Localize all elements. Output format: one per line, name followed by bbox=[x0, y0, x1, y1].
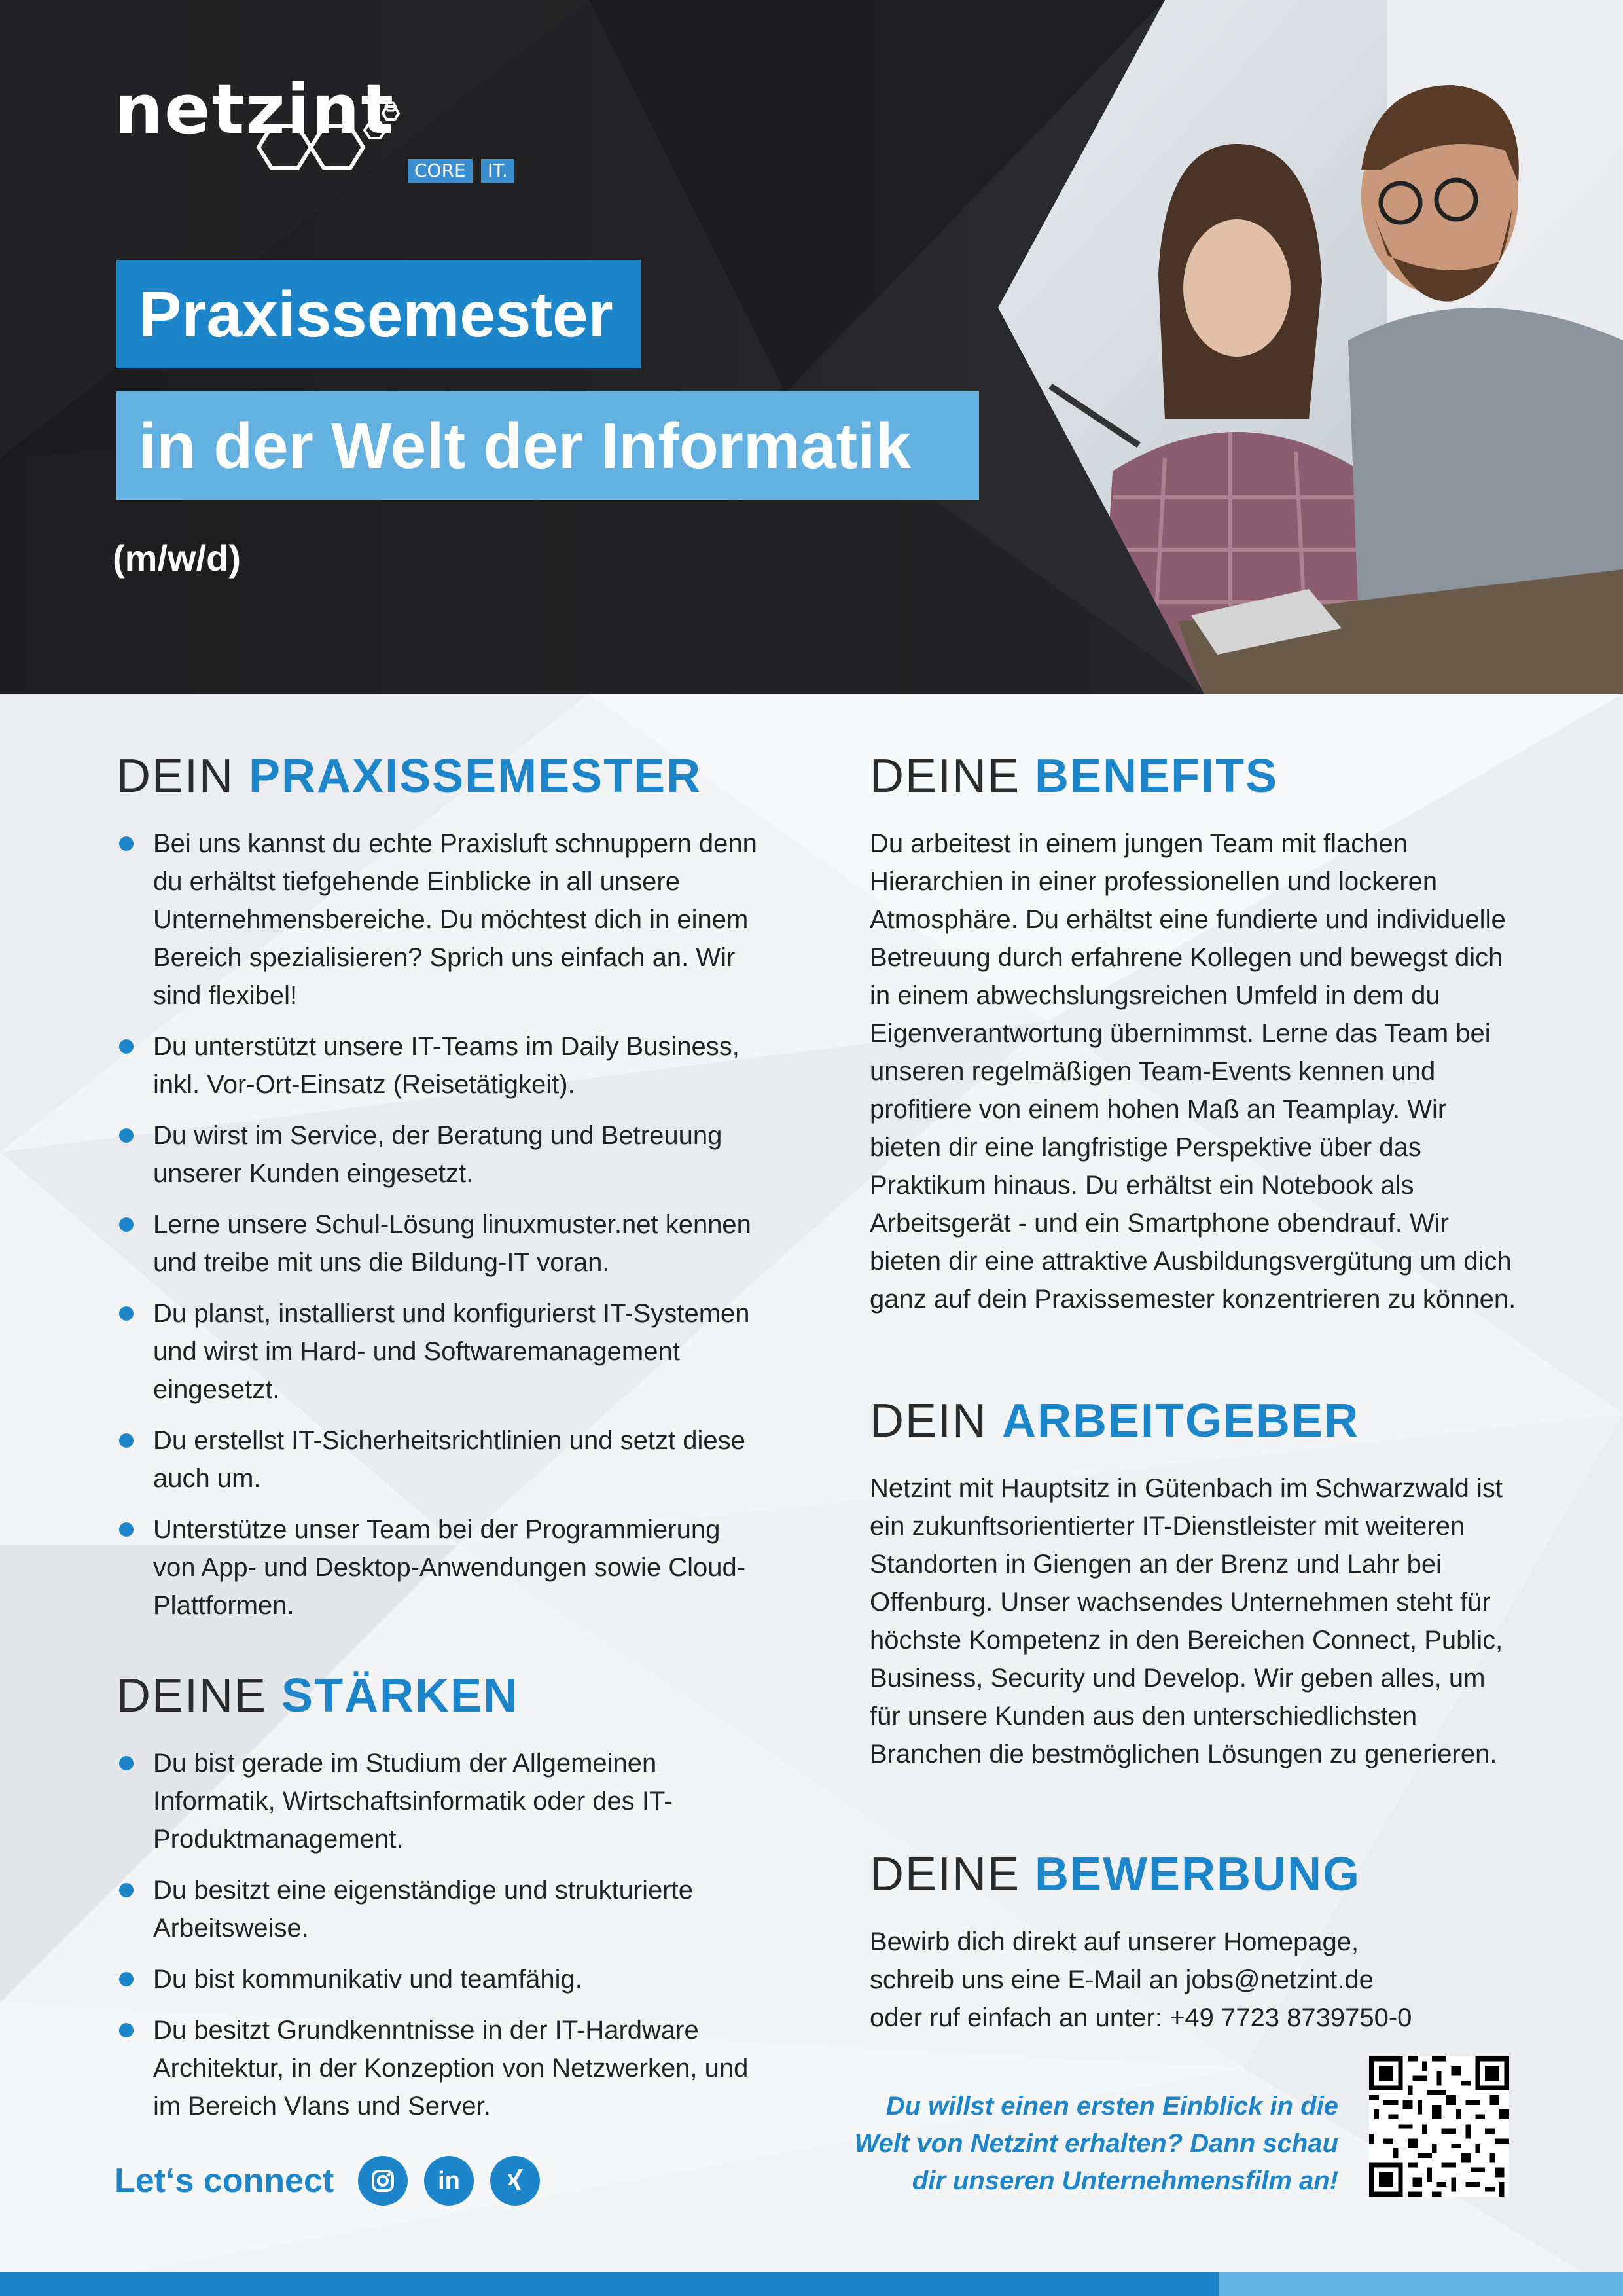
page-title-line2: in der Welt der Informatik bbox=[139, 410, 911, 482]
bullet-dot bbox=[119, 2023, 134, 2037]
film-line: Du willst einen ersten Einblick in die bbox=[885, 2092, 1338, 2121]
section-heading: DEIN ARBEITGEBER bbox=[870, 1395, 1360, 1447]
footer-bar-accent bbox=[1219, 2272, 1623, 2296]
section-staerken bbox=[116, 1672, 764, 2138]
praxissemester-list bbox=[116, 825, 764, 1624]
list-item: Bei uns kannst du echte Praxisluft schnuppern denn du erhältst tiefgehende Einblicke in all unsere Unternehmensbereiche. Du möchtest dich in einem Bereich spezialisieren? Sprich uns einfach an. Wir sind flexibel! bbox=[116, 825, 764, 1014]
gender-note: (m/w/d) bbox=[113, 537, 241, 579]
title-box-line1 bbox=[116, 260, 641, 368]
bullet-dot bbox=[119, 1039, 134, 1054]
netzint-logo bbox=[115, 69, 533, 200]
section-heading: DEINE STÄRKEN bbox=[116, 1670, 519, 1722]
bewerbung-email-line[interactable]: schreib uns eine E-Mail an jobs@netzint.de bbox=[870, 1965, 1374, 1994]
bullet-dot bbox=[119, 1217, 134, 1232]
film-line: Welt von Netzint erhalten? Dann schau bbox=[854, 2129, 1338, 2158]
section-heading: DEINE BEWERBUNG bbox=[870, 1848, 1361, 1901]
bewerbung-line: Bewirb dich direkt auf unserer Homepage, bbox=[870, 1928, 1359, 1956]
xing-icon[interactable] bbox=[490, 2156, 540, 2206]
it-tag: IT. bbox=[481, 159, 514, 183]
footer-bar-primary bbox=[0, 2272, 1219, 2296]
hero-banner bbox=[0, 0, 1623, 694]
section-praxissemester bbox=[116, 750, 764, 1638]
qr-code[interactable] bbox=[1369, 2056, 1509, 2197]
film-line: dir unseren Unternehmensfilm an! bbox=[912, 2166, 1338, 2195]
hexagon-graphic bbox=[252, 101, 409, 173]
list-item: Du wirst im Service, der Beratung und Betreuung unserer Kunden eingesetzt. bbox=[116, 1117, 764, 1193]
list-item: Du bist gerade im Studium der Allgemeinen Informatik, Wirtschaftsinformatik oder des IT-Produktmanagement. bbox=[116, 1744, 764, 1858]
list-item: Unterstütze unser Team bei der Programmierung von App- und Desktop-Anwendungen sowie Cloud-Plattformen. bbox=[116, 1511, 764, 1624]
bullet-dot bbox=[119, 1756, 134, 1770]
film-callout bbox=[851, 2088, 1338, 2200]
bullet-dot bbox=[119, 836, 134, 851]
list-item: Lerne unsere Schul-Lösung linuxmuster.net kennen und treibe mit uns die Bildung-IT voran. bbox=[116, 1206, 764, 1282]
bewerbung-text bbox=[870, 1923, 1518, 2037]
bullet-dot bbox=[119, 1522, 134, 1537]
bewerbung-phone-line[interactable]: oder ruf einfach an unter: +49 7723 8739750-0 bbox=[870, 2003, 1412, 2032]
bullet-dot bbox=[119, 1883, 134, 1897]
instagram-icon[interactable] bbox=[358, 2156, 408, 2206]
page-title-line1: Praxissemester bbox=[139, 278, 613, 350]
bullet-dot bbox=[119, 1306, 134, 1321]
bullet-dot bbox=[119, 1128, 134, 1143]
title-box-line2 bbox=[116, 391, 979, 500]
list-item: Du besitzt eine eigenständige und strukturierte Arbeitsweise. bbox=[116, 1871, 764, 1947]
list-item: Du besitzt Grundkenntnisse in der IT-Hardware Architektur, in der Konzeption von Netzwerken, und im Bereich Vlans und Server. bbox=[116, 2011, 764, 2125]
logo-wordmark: netzint bbox=[115, 69, 395, 149]
connect-label: Let‘s connect bbox=[115, 2162, 334, 2200]
arbeitgeber-text: Netzint mit Hauptsitz in Gütenbach im Schwarzwald ist ein zukunftsorientierter IT-Dienstleister mit weiteren Standorten in Giengen an der Brenz und Lahr bei Offenburg. Unser wachsendes Unternehmen steht für höchste Kompetenz in den Bereichen Connect, Public, Business, Security und Develop. Wir geben alles, um für unsere Kunden aus den unterschiedlichsten Branchen die bestmöglichen Lösungen zu generieren. bbox=[870, 1474, 1503, 1768]
benefits-text: Du arbeitest in einem jungen Team mit flachen Hierarchien in einer professionellen und lockeren Atmosphäre. Du erhältst eine fundierte und individuelle Betreuung durch erfahrene Kollegen und bewegst dich in einem abwechslungsreichen Umfeld in dem du Eigenverantwortung übernimmst. Lerne das Team bei unseren regelmäßigen Team-Events kennen und profitiere von einem hohen Maß an Teamplay. Wir bieten dir eine langfristige Perspektive über das Praktikum hinaus. Du erhältst ein Notebook als Arbeitsgerät - und ein Smartphone obendrauf. Wir bieten dir eine attraktive Ausbildungsvergütung um dich ganz auf dein Praxissemester konzentrieren zu können. bbox=[870, 829, 1516, 1314]
list-item: Du planst, installierst und konfigurierst IT-Systemen und wirst im Hard- und Softwaremanagement eingesetzt. bbox=[116, 1295, 764, 1408]
list-item: Du bist kommunikativ und teamfähig. bbox=[116, 1960, 764, 1998]
core-tag: CORE bbox=[408, 159, 473, 183]
list-item: Du unterstützt unsere IT-Teams im Daily Business, inkl. Vor-Ort-Einsatz (Reisetätigkeit). bbox=[116, 1028, 764, 1103]
section-heading: DEINE BENEFITS bbox=[870, 750, 1279, 802]
section-arbeitgeber bbox=[870, 1397, 1518, 1773]
list-item: Du erstellst IT-Sicherheitsrichtlinien und setzt diese auch um. bbox=[116, 1422, 764, 1498]
section-benefits bbox=[870, 750, 1518, 1318]
staerken-list bbox=[116, 1744, 764, 2125]
linkedin-icon[interactable]: in bbox=[424, 2156, 474, 2206]
section-bewerbung bbox=[870, 1848, 1518, 2037]
bullet-dot bbox=[119, 1433, 134, 1448]
section-heading: DEIN PRAXISSEMESTER bbox=[116, 750, 702, 802]
bullet-dot bbox=[119, 1972, 134, 1986]
